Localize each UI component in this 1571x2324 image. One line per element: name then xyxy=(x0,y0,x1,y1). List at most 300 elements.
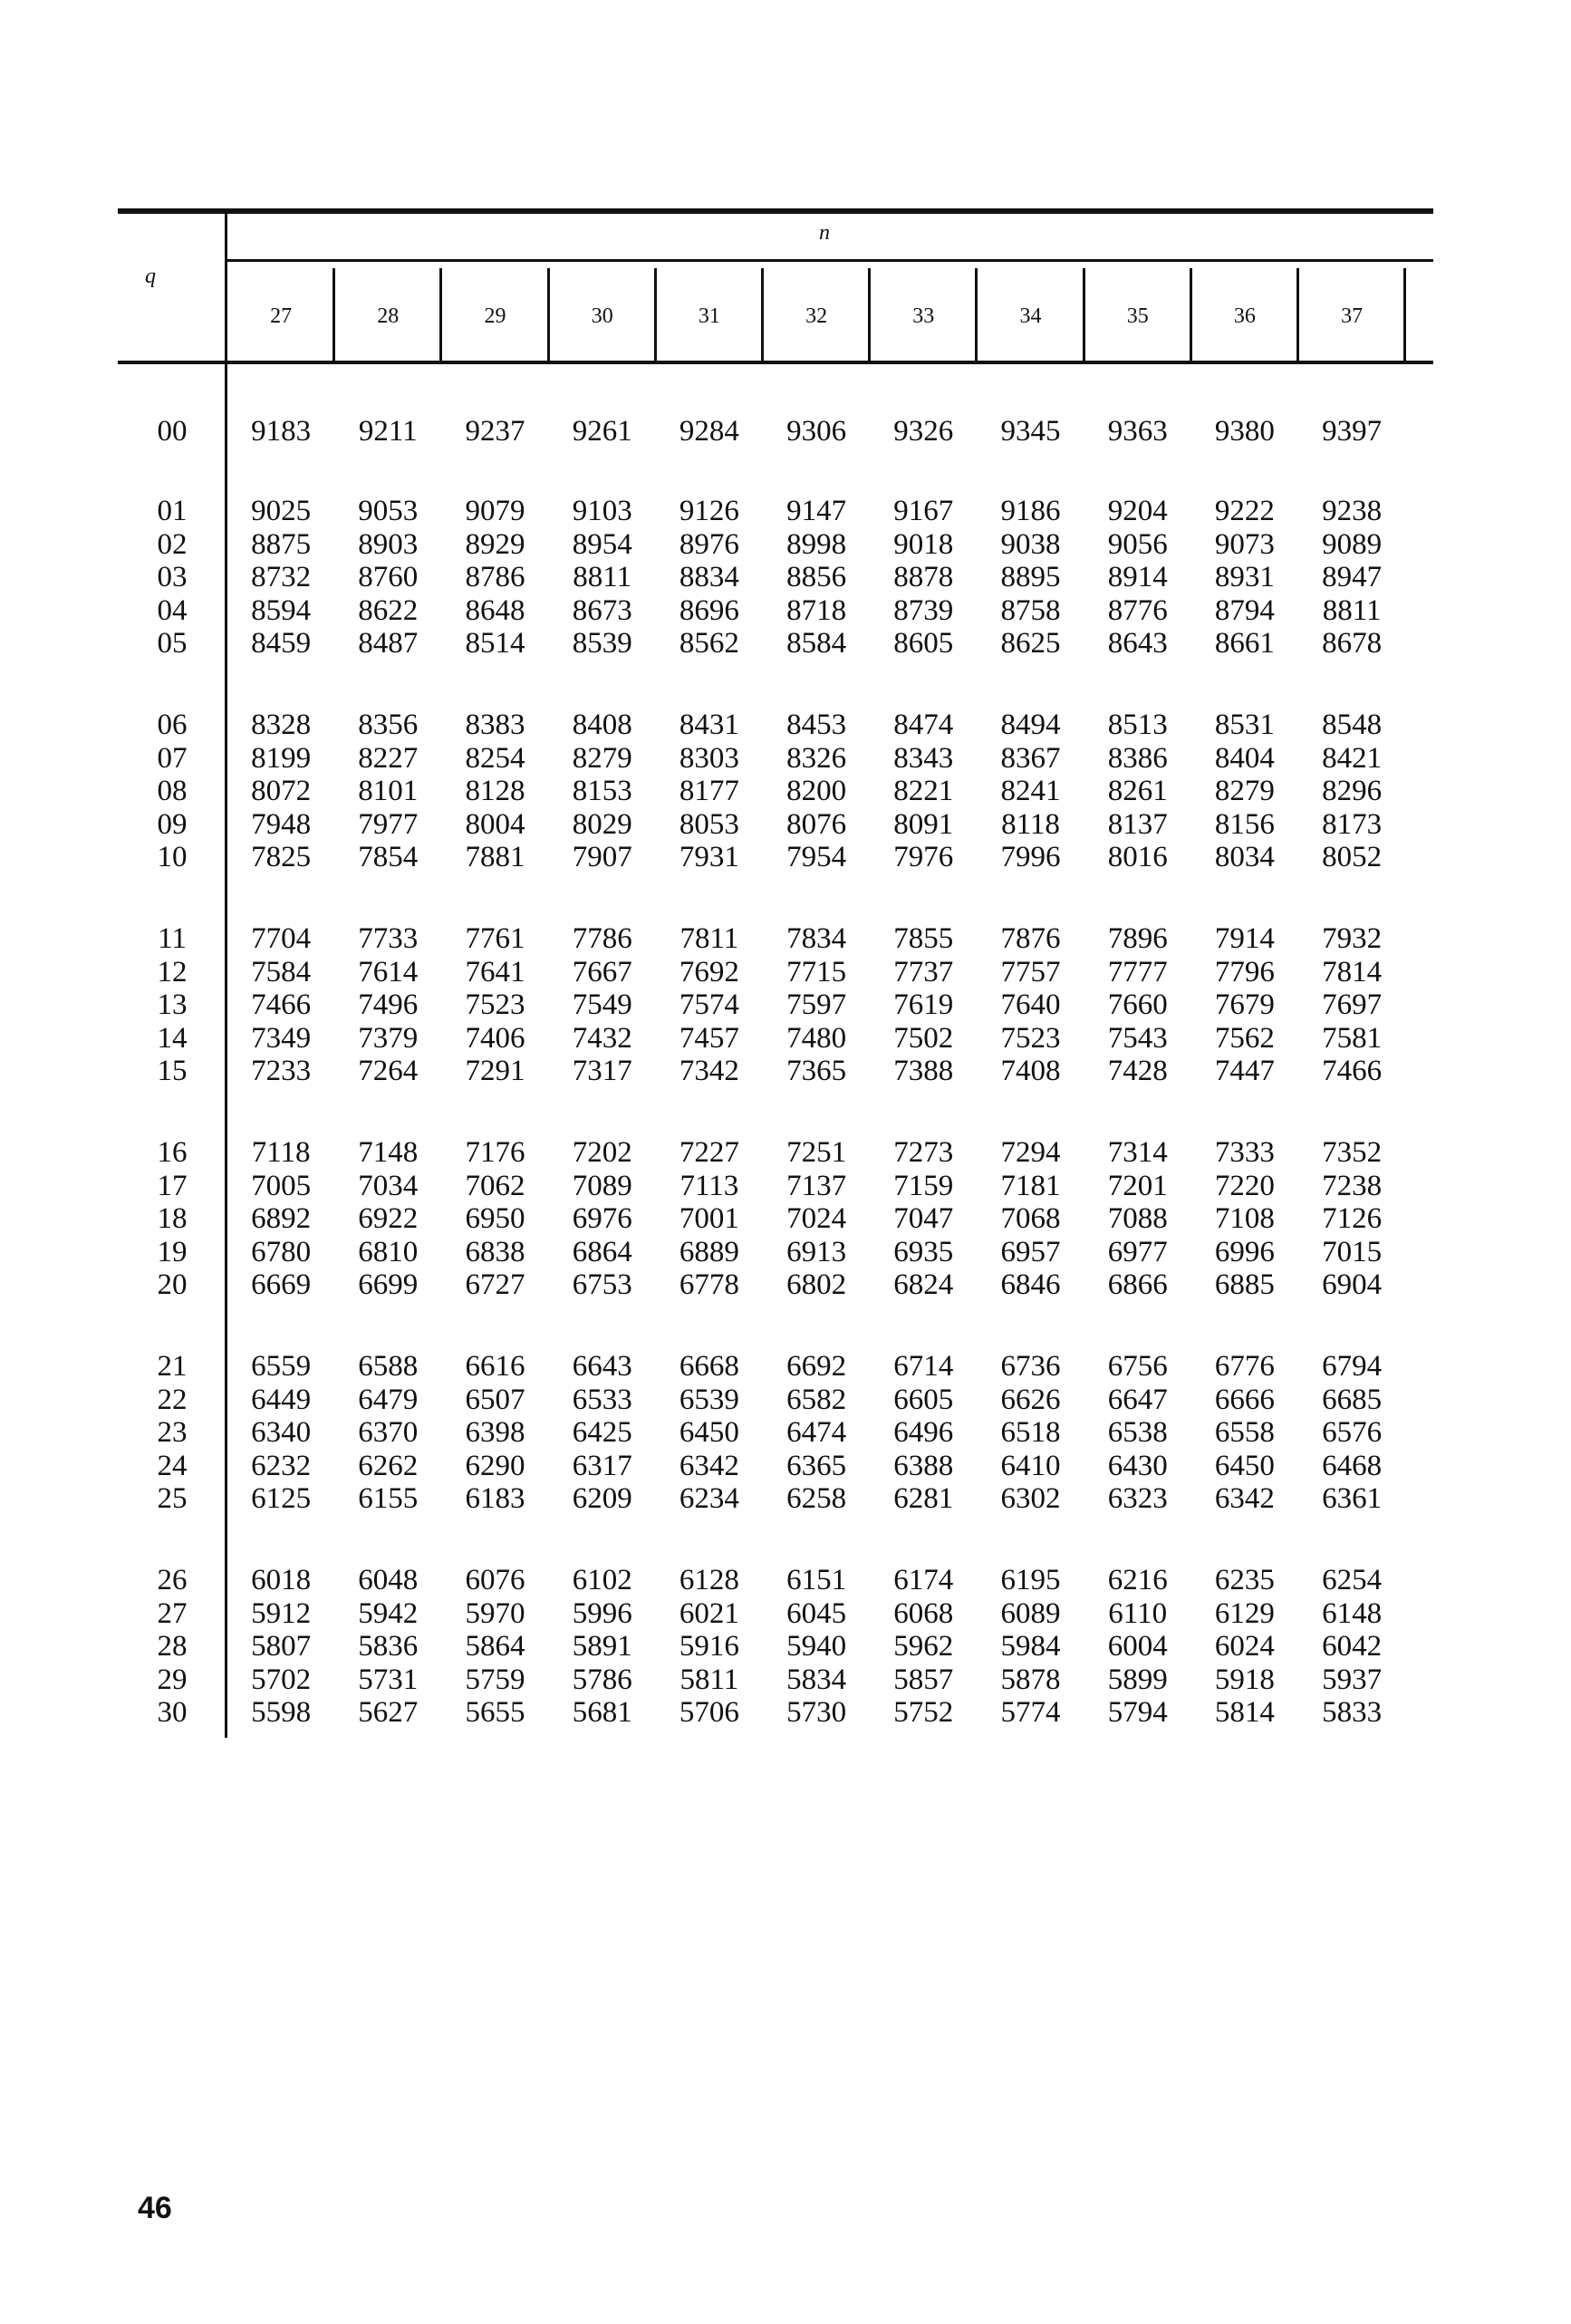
table-cell: 8431 xyxy=(679,709,739,741)
table-cell: 8954 xyxy=(572,527,632,561)
column-header: 29 xyxy=(484,304,506,328)
row-label-q: 22 xyxy=(157,1383,188,1416)
table-cell: 6209 xyxy=(572,1482,632,1515)
table-cell: 7273 xyxy=(893,1136,954,1169)
table-cell: 7496 xyxy=(358,988,419,1021)
table-cell: 6776 xyxy=(1214,1350,1275,1383)
table-cell: 7954 xyxy=(786,841,847,873)
column-separator xyxy=(333,268,335,361)
table-cell: 6846 xyxy=(1000,1268,1061,1301)
table-cell: 6076 xyxy=(465,1564,525,1596)
table-cell: 7447 xyxy=(1214,1055,1275,1087)
column-header: 31 xyxy=(698,304,720,328)
table-cell: 6342 xyxy=(1214,1482,1275,1515)
table-cell: 6864 xyxy=(572,1235,632,1268)
table-cell: 7996 xyxy=(1000,841,1061,873)
row-label-q: 07 xyxy=(157,741,188,775)
table-cell: 7574 xyxy=(679,988,739,1021)
table-cell: 6885 xyxy=(1214,1268,1275,1301)
table-cell: 7543 xyxy=(1107,1021,1168,1055)
table-cell: 8758 xyxy=(1000,593,1061,627)
table-cell: 6479 xyxy=(358,1383,419,1416)
table-cell: 6518 xyxy=(1000,1416,1061,1449)
table-cell: 7126 xyxy=(1322,1202,1383,1235)
table-cell: 6539 xyxy=(679,1383,739,1416)
table-cell: 7761 xyxy=(465,922,525,955)
table-cell: 7408 xyxy=(1000,1055,1061,1087)
row-label-q: 08 xyxy=(157,775,188,807)
table-cell: 5786 xyxy=(572,1663,632,1696)
table-cell: 8548 xyxy=(1322,709,1383,741)
table-cell: 7108 xyxy=(1214,1202,1275,1235)
table-cell: 6889 xyxy=(679,1235,739,1268)
column-header: 32 xyxy=(805,304,828,328)
table-cell: 9306 xyxy=(786,415,847,448)
table-cell: 7024 xyxy=(786,1202,847,1235)
table-cell: 7294 xyxy=(1000,1136,1061,1169)
column-separator xyxy=(439,268,442,361)
table-cell: 5814 xyxy=(1214,1696,1275,1729)
table-cell: 6996 xyxy=(1214,1235,1275,1268)
table-cell: 7118 xyxy=(251,1136,311,1169)
table-cell: 9237 xyxy=(465,415,525,448)
table-cell: 9167 xyxy=(893,495,954,527)
table-cell: 6430 xyxy=(1107,1449,1168,1482)
table-cell: 7088 xyxy=(1107,1202,1168,1235)
table-cell: 8029 xyxy=(572,807,632,841)
table-cell: 6626 xyxy=(1000,1383,1061,1416)
table-cell: 6576 xyxy=(1322,1416,1383,1449)
table-cell: 5702 xyxy=(251,1663,312,1696)
column-separator xyxy=(868,268,871,361)
table-cell: 8421 xyxy=(1322,741,1383,775)
column-separator xyxy=(1083,268,1085,361)
row-label-q: 13 xyxy=(157,988,188,1021)
table-cell: 8128 xyxy=(465,775,525,807)
table-cell: 6102 xyxy=(572,1564,632,1596)
table-cell: 6174 xyxy=(893,1564,954,1596)
table-cell: 9018 xyxy=(893,527,954,561)
table-cell: 9380 xyxy=(1214,415,1275,448)
table-cell: 8514 xyxy=(465,627,525,660)
table-cell: 6254 xyxy=(1322,1564,1383,1596)
table-cell: 8718 xyxy=(786,593,847,627)
row-label-q: 26 xyxy=(157,1564,188,1596)
table-cell: 8875 xyxy=(251,527,312,561)
table-cell: 9079 xyxy=(465,495,525,527)
table-cell: 7466 xyxy=(1322,1055,1383,1087)
table-cell: 6699 xyxy=(358,1268,419,1301)
table-cell: 8052 xyxy=(1322,841,1383,873)
table-cell: 7948 xyxy=(251,807,312,841)
table-cell: 7733 xyxy=(358,922,419,955)
table-cell: 6262 xyxy=(358,1449,419,1482)
table-cell: 9211 xyxy=(358,415,418,448)
column-separator xyxy=(975,268,978,361)
row-label-q: 29 xyxy=(157,1663,188,1696)
table-cell: 7581 xyxy=(1322,1021,1383,1055)
table-cell: 6727 xyxy=(465,1268,525,1301)
table-cell: 5833 xyxy=(1322,1696,1383,1729)
row-label-q: 28 xyxy=(157,1630,188,1663)
table-cell: 6048 xyxy=(358,1564,419,1596)
table-cell: 8199 xyxy=(251,741,312,775)
table-cell: 7876 xyxy=(1000,922,1061,955)
table-cell: 8732 xyxy=(251,561,312,593)
column-header: 37 xyxy=(1341,304,1364,328)
table-cell: 7148 xyxy=(358,1136,419,1169)
table-cell: 5655 xyxy=(465,1696,525,1729)
table-cell: 7238 xyxy=(1322,1169,1383,1202)
row-label-q: 23 xyxy=(157,1416,188,1449)
table-cell: 9345 xyxy=(1000,415,1061,448)
row-label-q: 16 xyxy=(157,1136,188,1169)
row-label-q: 15 xyxy=(157,1055,188,1087)
column-header: 36 xyxy=(1233,304,1256,328)
table-cell: 7597 xyxy=(786,988,847,1021)
table-cell: 8914 xyxy=(1107,561,1168,593)
table-cell: 6089 xyxy=(1000,1596,1061,1630)
table-cell: 7388 xyxy=(893,1055,954,1087)
table-cell: 7640 xyxy=(1000,988,1061,1021)
table-cell: 7704 xyxy=(251,922,312,955)
table-cell: 6810 xyxy=(358,1235,419,1268)
table-cell: 7264 xyxy=(358,1055,419,1087)
table-cell: 6474 xyxy=(786,1416,847,1449)
table-cell: 7881 xyxy=(465,841,525,873)
column-header: 33 xyxy=(912,304,935,328)
table-cell: 9053 xyxy=(358,495,419,527)
table-cell: 8998 xyxy=(786,527,847,561)
row-label-q: 11 xyxy=(158,922,187,955)
table-cell: 6129 xyxy=(1214,1596,1275,1630)
table-cell: 8513 xyxy=(1107,709,1168,741)
table-cell: 5794 xyxy=(1107,1696,1168,1729)
table-cell: 8279 xyxy=(572,741,632,775)
row-label-q: 21 xyxy=(157,1350,188,1383)
table-cell: 8947 xyxy=(1322,561,1383,593)
table-cell: 7977 xyxy=(358,807,419,841)
table-cell: 6155 xyxy=(358,1482,419,1515)
table-cell: 8622 xyxy=(358,593,419,627)
table-cell: 8200 xyxy=(786,775,847,807)
table-cell: 6558 xyxy=(1214,1416,1275,1449)
table-cell: 9186 xyxy=(1000,495,1061,527)
table-cell: 7176 xyxy=(465,1136,525,1169)
table-cell: 6647 xyxy=(1107,1383,1168,1416)
column-header: 28 xyxy=(377,304,400,328)
table-cell: 6838 xyxy=(465,1235,525,1268)
table-cell: 7457 xyxy=(679,1021,739,1055)
table-cell: 6892 xyxy=(251,1202,312,1235)
row-label-q: 24 xyxy=(157,1449,188,1482)
table-cell: 6281 xyxy=(893,1482,954,1515)
table-cell: 7796 xyxy=(1214,955,1275,988)
table-cell: 6950 xyxy=(465,1202,525,1235)
table-cell: 9025 xyxy=(251,495,312,527)
table-cell: 7406 xyxy=(465,1021,525,1055)
table-cell: 5891 xyxy=(572,1630,632,1663)
table-cell: 9204 xyxy=(1107,495,1168,527)
table-cell: 9238 xyxy=(1322,495,1383,527)
table-cell: 6666 xyxy=(1214,1383,1275,1416)
table-cell: 8453 xyxy=(786,709,847,741)
table-cell: 5857 xyxy=(893,1663,954,1696)
row-label-q: 20 xyxy=(157,1268,188,1301)
table-cell: 5752 xyxy=(893,1696,954,1729)
table-cell: 8903 xyxy=(358,527,419,561)
table-cell: 8811 xyxy=(1322,593,1382,627)
table-cell: 7854 xyxy=(358,841,419,873)
table-cell: 8834 xyxy=(679,561,739,593)
table-cell: 7220 xyxy=(1214,1169,1275,1202)
table-cell: 7352 xyxy=(1322,1136,1383,1169)
table-cell: 8101 xyxy=(358,775,419,807)
table-cell: 7333 xyxy=(1214,1136,1275,1169)
table-cell: 5942 xyxy=(358,1596,419,1630)
table-cell: 6468 xyxy=(1322,1449,1383,1482)
column-separator xyxy=(547,268,550,361)
table-cell: 7062 xyxy=(465,1169,525,1202)
table-cell: 5811 xyxy=(679,1663,739,1696)
table-cell: 6004 xyxy=(1107,1630,1168,1663)
table-cell: 5836 xyxy=(358,1630,419,1663)
table-cell: 6507 xyxy=(465,1383,525,1416)
table-cell: 5962 xyxy=(893,1630,954,1663)
column-separator xyxy=(1190,268,1192,361)
table-cell: 6216 xyxy=(1107,1564,1168,1596)
table-cell: 6195 xyxy=(1000,1564,1061,1596)
table-cell: 7692 xyxy=(679,955,739,988)
table-cell: 7931 xyxy=(679,841,739,873)
table-cell: 7159 xyxy=(893,1169,954,1202)
table-cell: 6449 xyxy=(251,1383,312,1416)
table-cell: 7932 xyxy=(1322,922,1383,955)
table-cell: 7314 xyxy=(1107,1136,1168,1169)
column-separator xyxy=(761,268,764,361)
table-cell: 5807 xyxy=(251,1630,312,1663)
row-label-q: 30 xyxy=(157,1696,188,1729)
top-rule xyxy=(118,208,1433,214)
table-cell: 7619 xyxy=(893,988,954,1021)
table-cell: 7047 xyxy=(893,1202,954,1235)
table-cell: 9363 xyxy=(1107,415,1168,448)
table-cell: 7349 xyxy=(251,1021,312,1055)
table-cell: 9261 xyxy=(572,415,632,448)
table-cell: 8531 xyxy=(1214,709,1275,741)
table-cell: 8356 xyxy=(358,709,419,741)
table-cell: 6290 xyxy=(465,1449,525,1482)
table-cell: 9183 xyxy=(251,415,312,448)
table-cell: 8156 xyxy=(1214,807,1275,841)
table-cell: 6957 xyxy=(1000,1235,1061,1268)
table-cell: 8383 xyxy=(465,709,525,741)
table-cell: 7201 xyxy=(1107,1169,1168,1202)
table-cell: 5731 xyxy=(358,1663,419,1696)
table-cell: 6756 xyxy=(1107,1350,1168,1383)
table-cell: 6151 xyxy=(786,1564,847,1596)
table-cell: 5864 xyxy=(465,1630,525,1663)
table-cell: 7089 xyxy=(572,1169,632,1202)
table-cell: 8678 xyxy=(1322,627,1383,660)
table-cell: 6736 xyxy=(1000,1350,1061,1383)
table-cell: 6714 xyxy=(893,1350,954,1383)
table-cell: 6258 xyxy=(786,1482,847,1515)
table-cell: 7896 xyxy=(1107,922,1168,955)
n-header-rule xyxy=(227,259,1433,262)
table-cell: 6778 xyxy=(679,1268,739,1301)
table-cell: 5627 xyxy=(358,1696,419,1729)
table-cell: 7001 xyxy=(679,1202,739,1235)
table-cell: 6538 xyxy=(1107,1416,1168,1449)
table-cell: 9326 xyxy=(893,415,954,448)
table-cell: 5899 xyxy=(1107,1663,1168,1696)
table-cell: 8221 xyxy=(893,775,954,807)
table-cell: 6802 xyxy=(786,1268,847,1301)
table-cell: 6125 xyxy=(251,1482,312,1515)
table-cell: 7365 xyxy=(786,1055,847,1087)
table-cell: 8811 xyxy=(573,561,632,593)
table-cell: 7777 xyxy=(1107,955,1168,988)
table-cell: 8016 xyxy=(1107,841,1168,873)
table-cell: 9073 xyxy=(1214,527,1275,561)
table-cell: 7976 xyxy=(893,841,954,873)
column-header: 34 xyxy=(1019,304,1042,328)
table-cell: 8328 xyxy=(251,709,312,741)
q-column-divider xyxy=(225,214,227,1738)
table-cell: 7005 xyxy=(251,1169,312,1202)
table-cell: 5681 xyxy=(572,1696,632,1729)
column-header: 27 xyxy=(270,304,293,328)
table-cell: 7914 xyxy=(1214,922,1275,955)
table-cell: 6976 xyxy=(572,1202,632,1235)
table-cell: 8004 xyxy=(465,807,525,841)
table-cell: 5706 xyxy=(679,1696,739,1729)
table-cell: 8474 xyxy=(893,709,954,741)
row-label-q: 14 xyxy=(157,1021,188,1055)
table-cell: 7251 xyxy=(786,1136,847,1169)
row-label-q: 19 xyxy=(157,1235,188,1268)
column-separator xyxy=(1296,268,1299,361)
table-cell: 7034 xyxy=(358,1169,419,1202)
row-label-q: 00 xyxy=(157,415,188,448)
row-label-q: 03 xyxy=(157,561,188,593)
table-cell: 8760 xyxy=(358,561,419,593)
table-cell: 6668 xyxy=(679,1350,739,1383)
table-cell: 8931 xyxy=(1214,561,1275,593)
table-cell: 6669 xyxy=(251,1268,312,1301)
table-cell: 6692 xyxy=(786,1350,847,1383)
table-cell: 6148 xyxy=(1322,1596,1383,1630)
table-cell: 7137 xyxy=(786,1169,847,1202)
row-label-q: 01 xyxy=(157,495,188,527)
table-cell: 7317 xyxy=(572,1055,632,1087)
table-cell: 9222 xyxy=(1214,495,1275,527)
table-cell: 8137 xyxy=(1107,807,1168,841)
table-cell: 7523 xyxy=(1000,1021,1061,1055)
table-cell: 8487 xyxy=(358,627,419,660)
table-cell: 6128 xyxy=(679,1564,739,1596)
table-cell: 5984 xyxy=(1000,1630,1061,1663)
table-cell: 8673 xyxy=(572,593,632,627)
table-cell: 5940 xyxy=(786,1630,847,1663)
table-cell: 5996 xyxy=(572,1596,632,1630)
table-cell: 7015 xyxy=(1322,1235,1383,1268)
table-cell: 8254 xyxy=(465,741,525,775)
table-cell: 6361 xyxy=(1322,1482,1383,1515)
column-separator xyxy=(1403,268,1406,361)
table-cell: 9147 xyxy=(786,495,847,527)
table-cell: 6496 xyxy=(893,1416,954,1449)
table-cell: 5918 xyxy=(1214,1663,1275,1696)
table-cell: 9038 xyxy=(1000,527,1061,561)
table-cell: 6110 xyxy=(1108,1596,1168,1630)
table-cell: 8076 xyxy=(786,807,847,841)
table-cell: 8326 xyxy=(786,741,847,775)
table-cell: 5598 xyxy=(251,1696,312,1729)
table-cell: 9397 xyxy=(1322,415,1383,448)
row-label-q: 25 xyxy=(157,1482,188,1515)
table-cell: 8929 xyxy=(465,527,525,561)
table-cell: 8895 xyxy=(1000,561,1061,593)
table-cell: 7181 xyxy=(1000,1169,1061,1202)
table-cell: 8539 xyxy=(572,627,632,660)
n-header-label: n xyxy=(819,221,830,245)
table-cell: 8786 xyxy=(465,561,525,593)
table-cell: 8404 xyxy=(1214,741,1275,775)
table-cell: 6045 xyxy=(786,1596,847,1630)
table-cell: 6780 xyxy=(251,1235,312,1268)
header-bottom-rule xyxy=(118,361,1433,364)
table-cell: 5912 xyxy=(251,1596,312,1630)
table-cell: 8386 xyxy=(1107,741,1168,775)
table-cell: 8173 xyxy=(1322,807,1383,841)
table-cell: 6977 xyxy=(1107,1235,1168,1268)
table-cell: 6021 xyxy=(679,1596,739,1630)
table-cell: 7660 xyxy=(1107,988,1168,1021)
table-cell: 7641 xyxy=(465,955,525,988)
row-label-q: 17 xyxy=(157,1169,188,1202)
table-cell: 6559 xyxy=(251,1350,312,1383)
row-label-q: 09 xyxy=(157,807,188,841)
row-label-q: 06 xyxy=(157,709,188,741)
table-cell: 5730 xyxy=(786,1696,847,1729)
q-header-label: q xyxy=(145,265,156,288)
table-cell: 6370 xyxy=(358,1416,419,1449)
table-cell: 8177 xyxy=(679,775,739,807)
table-cell: 5916 xyxy=(679,1630,739,1663)
table-cell: 7786 xyxy=(572,922,632,955)
table-cell: 7562 xyxy=(1214,1021,1275,1055)
table-cell: 7432 xyxy=(572,1021,632,1055)
table-cell: 9056 xyxy=(1107,527,1168,561)
table-cell: 5759 xyxy=(465,1663,525,1696)
table-cell: 6605 xyxy=(893,1383,954,1416)
table-cell: 6342 xyxy=(679,1449,739,1482)
table-cell: 9284 xyxy=(679,415,739,448)
table-cell: 8494 xyxy=(1000,709,1061,741)
table-cell: 7584 xyxy=(251,955,312,988)
table-cell: 7549 xyxy=(572,988,632,1021)
table-cell: 7113 xyxy=(679,1169,739,1202)
table-cell: 6450 xyxy=(679,1416,739,1449)
column-separator xyxy=(654,268,657,361)
table-cell: 7834 xyxy=(786,922,847,955)
row-label-q: 18 xyxy=(157,1202,188,1235)
table-cell: 6410 xyxy=(1000,1449,1061,1482)
table-cell: 8856 xyxy=(786,561,847,593)
table-cell: 7757 xyxy=(1000,955,1061,988)
